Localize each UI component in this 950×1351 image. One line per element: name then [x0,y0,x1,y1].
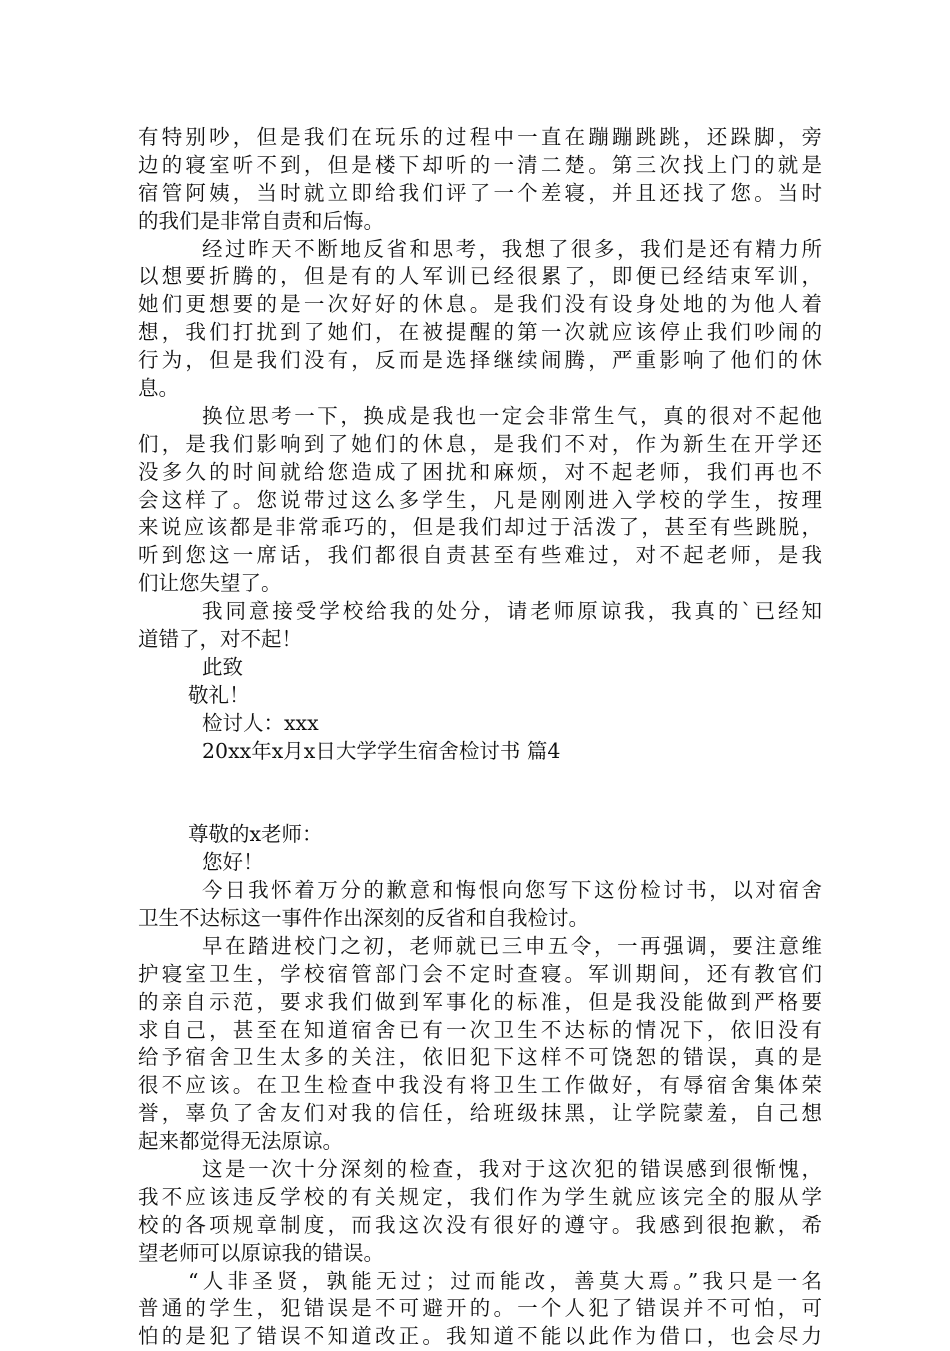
text-line: 护寝室卫生，学校宿管部门会不定时查寝。军训期间，还有教官们 [138,961,822,986]
closing-salutation: 此致 [202,654,243,679]
paragraph-start-line: 早在踏进校门之初，老师就已三申五令，一再强调，要注意维 [202,933,822,958]
text-line: 怕的是犯了错误不知道改正。我知道不能以此作为借口，也会尽力 [138,1324,822,1349]
text-line: 我不应该违反学校的有关规定，我们作为学生就应该完全的服从学 [138,1184,822,1209]
greeting-hello: 您好！ [202,850,264,875]
signature-line: 检讨人：xxx [202,710,319,735]
paragraph-start-line: “人非圣贤，孰能无过；过而能改，善莫大焉。”我只是一名 [188,1268,822,1293]
text-line: 很不应该。在卫生检查中我没有将卫生工作做好，有辱宿舍集体荣 [138,1073,822,1098]
text-line: 校的各项规章制度，而我这次没有很好的遵守。我感到很抱歉，希 [138,1212,822,1237]
paragraph-start-line: 这是一次十分深刻的检查，我对于这次犯的错误感到很惭愧， [202,1156,822,1181]
text-line: 听到您这一席话，我们都很自责甚至有些难过，对不起老师，是我 [138,543,822,568]
text-line: 起来都觉得无法原谅。 [138,1129,343,1154]
text-line: 想，我们打扰到了她们，在被提醒的第一次就应该停止我们吵闹的 [138,320,822,345]
text-line: 会这样了。您说带过这么多学生，凡是刚刚进入学校的学生，按理 [138,487,822,512]
text-line: 她们更想要的是一次好好的休息。是我们没有设身处地的为他人着 [138,292,822,317]
text-line: 来说应该都是非常乖巧的，但是我们却过于活泼了，甚至有些跳脱， [138,515,822,540]
greeting-recipient: 尊敬的x老师： [188,822,323,847]
paragraph-start-line: 今日我怀着万分的歉意和悔恨向您写下这份检讨书，以对宿舍 [202,878,822,903]
text-line: 没多久的时间就给您造成了困扰和麻烦，对不起老师，我们再也不 [138,459,822,484]
text-line: 边的寝室听不到，但是楼下却听的一清二楚。第三次找上门的就是 [138,152,822,177]
paragraph-start-line: 我同意接受学校给我的处分，请老师原谅我，我真的`已经知 [202,599,822,624]
text-line: 行为，但是我们没有，反而是选择继续闹腾，严重影响了他们的休 [138,348,822,373]
text-line: 以想要折腾的，但是有的人军训已经很累了，即便已经结束军训， [138,264,822,289]
text-line: 的亲自示范，要求我们做到军事化的标准，但是我没能做到严格要 [138,989,822,1014]
text-line: 们让您失望了。 [138,571,282,596]
paragraph-start-line: 换位思考一下，换成是我也一定会非常生气，真的很对不起他 [202,403,822,428]
text-line: 普通的学生，犯错误是不可避开的。一个人犯了错误并不可怕，可 [138,1296,822,1321]
text-line: 有特别吵，但是我们在玩乐的过程中一直在蹦蹦跳跳，还跺脚，旁 [138,125,822,149]
section-gap [138,765,822,821]
text-line: 卫生不达标这一事件作出深刻的反省和自我检讨。 [138,905,589,930]
text-line: 求自己，甚至在知道宿舍已有一次卫生不达标的情况下，依旧没有 [138,1017,822,1042]
document-body [138,124,822,1351]
text-line: 给予宿舍卫生太多的关注，依旧犯下这样不可饶恕的错误，真的是 [138,1045,822,1070]
text-line: 息。 [138,376,179,401]
text-line: 宿管阿姨，当时就立即给我们评了一个差寝，并且还找了您。当时 [138,180,822,205]
text-line: 道错了，对不起！ [138,627,302,652]
paragraph-start-line: 经过昨天不断地反省和思考，我想了很多，我们是还有精力所 [202,236,822,261]
text-line: 的我们是非常自责和后悔。 [138,208,384,233]
text-line: 望老师可以原谅我的错误。 [138,1240,384,1265]
date-heading-line: 20xx年x月x日大学学生宿舍检讨书 篇4 [202,738,561,763]
text-line: 誉，辜负了舍友们对我的信任，给班级抹黑，让学院蒙羞，自己想 [138,1101,822,1126]
closing-regards: 敬礼！ [188,682,250,707]
text-line: 们，是我们影响到了她们的休息，是我们不对，作为新生在开学还 [138,431,822,456]
